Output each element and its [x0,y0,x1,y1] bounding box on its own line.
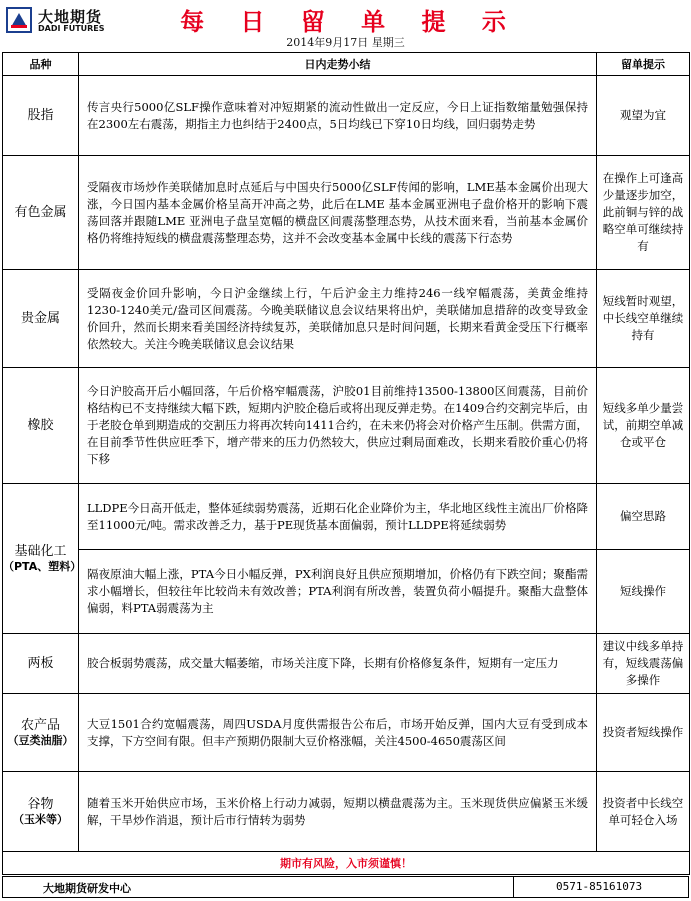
table-row [3,156,690,270]
advice-cell: 短线多单少量尝试，前期空单减仓或平仓 [597,368,690,484]
summary-cell: 今日沪胶高开后小幅回落，午后价格窄幅震荡，沪胶01目前维持13500-13800区间震荡，目前价格结构已不支持继续大幅下跌，短期内沪胶企稳后或将出现反弹走势。在1409合约交割完毕后，由于老胶仓单到期造成的交割压力将再次转向1411合约，在未来仍将会对价格产生压制。供需方面，在目前季节性供应旺季下，增产带来的压力仍然较大，供应过剩局面难改，长期来看胶价重心仍将下移 [79,368,597,484]
table-row [3,694,690,772]
table-row [3,76,690,156]
category-cell: 有色金属 [3,156,79,270]
category-cell: 股指 [3,76,79,156]
summary-cell: 受隔夜市场炒作美联储加息时点延后与中国央行5000亿SLF传闻的影响，LME基本金属价出现大涨，今日国内基本金属价格呈高开冲高之势，此后在LME 基本金属亚洲电子盘价格开的影响下震荡回落并跟随LME 亚洲电子盘呈宽幅的横盘区间震荡整理态势，从技术面来看，当前基本金属价格仍将维持短线的横盘震荡整理态势，这并不会改变基本金属中长线的震荡下行态势 [79,156,597,270]
page-title: 每 日 留 单 提 示 [180,8,520,36]
footer-divider [513,877,514,897]
summary-cell: 随着玉米开始供应市场，玉米价格上行动力减弱，短期以横盘震荡为主。玉米现货供应偏紧玉米缓解，干旱炒作消退，预计后市行情转为弱势 [79,772,597,852]
category-cell [3,772,79,852]
footer-phone: 0571-85161073 [556,880,643,893]
table-header-row [3,53,690,76]
logo-chinese-name: 大地期货 [38,8,103,26]
table-row [3,368,690,484]
advice-cell: 偏空思路 [597,484,690,550]
footer-bar [2,876,689,898]
category-name: 基础化工 [14,544,67,559]
summary-cell: 传言央行5000亿SLF操作意味着对冲短期紧的流动性做出一定反应，今日上证指数缩量勉强保持在2300左右震荡，期指主力也纠结于2400点，5日均线已下穿10日均线，回归弱势走势 [79,76,597,156]
category-name: 谷物 [27,797,54,812]
advice-cell: 投资者短线操作 [597,694,690,772]
table-row [3,550,690,634]
summary-cell: 受隔夜金价回升影响，今日沪金继续上行，午后沪金主力维持246一线窄幅震荡，美黄金维持1230-1240美元/盎司区间震荡。今晚美联储议息会议结果将出炉，美联储加息措辞的改变导致金价回升，然而长期来看美国经济持续复苏，美联储加息只是时间问题，长期来看黄金受压下行概率依然较大。关注今晚美联储议息会议结果 [79,270,597,368]
advice-cell: 观望为宜 [597,76,690,156]
category-name: 农产品 [20,718,60,733]
table-row [3,270,690,368]
category-subtitle: （豆类油脂） [7,734,74,747]
dadi-logo-icon [6,7,32,33]
category-subtitle: （玉米等） [13,813,68,826]
logo-english-name: DADI FUTURES [38,24,105,33]
footer-organization: 大地期货研发中心 [43,882,131,895]
advice-cell: 短线操作 [597,550,690,634]
report-date: 2014年9月17日 星期三 [286,36,405,49]
summary-cell: 大豆1501合约宽幅震荡，周四USDA月度供需报告公布后，市场开始反弹，国内大豆有受到成本支撑，下方空间有限。但丰产预期仍限制大豆价格涨幅，关注4500-4650震荡区间 [79,694,597,772]
category-cell [3,484,82,634]
category-cell: 两板 [3,634,79,694]
category-subtitle: （PTA、塑料） [3,560,82,573]
category-cell [3,694,79,772]
company-logo [6,4,136,36]
column-header-category: 品种 [3,53,79,76]
category-cell: 橡胶 [3,368,79,484]
table-row [3,484,690,550]
advice-cell: 建议中线多单持有，短线震荡偏多操作 [597,634,690,694]
advice-table [2,52,690,875]
advice-cell: 短线暂时观望，中长线空单继续持有 [597,270,690,368]
risk-warning-row [3,852,690,875]
summary-cell: LLDPE今日高开低走，整体延续弱势震荡，近期石化企业降价为主，华北地区线性主流出厂价格降至11000元/吨。需求改善乏力，基于PE现货基本面偏弱，预计LLDPE将延续弱势 [79,484,597,550]
table-row [3,634,690,694]
page-header [0,0,691,36]
summary-cell: 隔夜原油大幅上涨，PTA今日小幅反弹，PX利润良好且供应预期增加，价格仍有下跌空间；聚酯需求小幅增长，但较往年比较尚未有效改善；PTA利润有所改善，装置负荷小幅提升。聚酯大盘整体偏弱，料PTA弱震荡为主 [79,550,597,634]
column-header-summary: 日内走势小结 [79,53,597,76]
column-header-advice: 留单提示 [597,53,690,76]
category-cell: 贵金属 [3,270,79,368]
table-row [3,772,690,852]
advice-cell: 在操作上可逢高少量逐步加空，此前铜与锌的战略空单可继续持有 [597,156,690,270]
risk-warning: 期市有风险，入市须谨慎！ [3,852,690,875]
advice-cell: 投资者中长线空单可轻仓入场 [597,772,690,852]
summary-cell: 胶合板弱势震荡，成交量大幅萎缩，市场关注度下降，长期有价格修复条件，短期有一定压力 [79,634,597,694]
